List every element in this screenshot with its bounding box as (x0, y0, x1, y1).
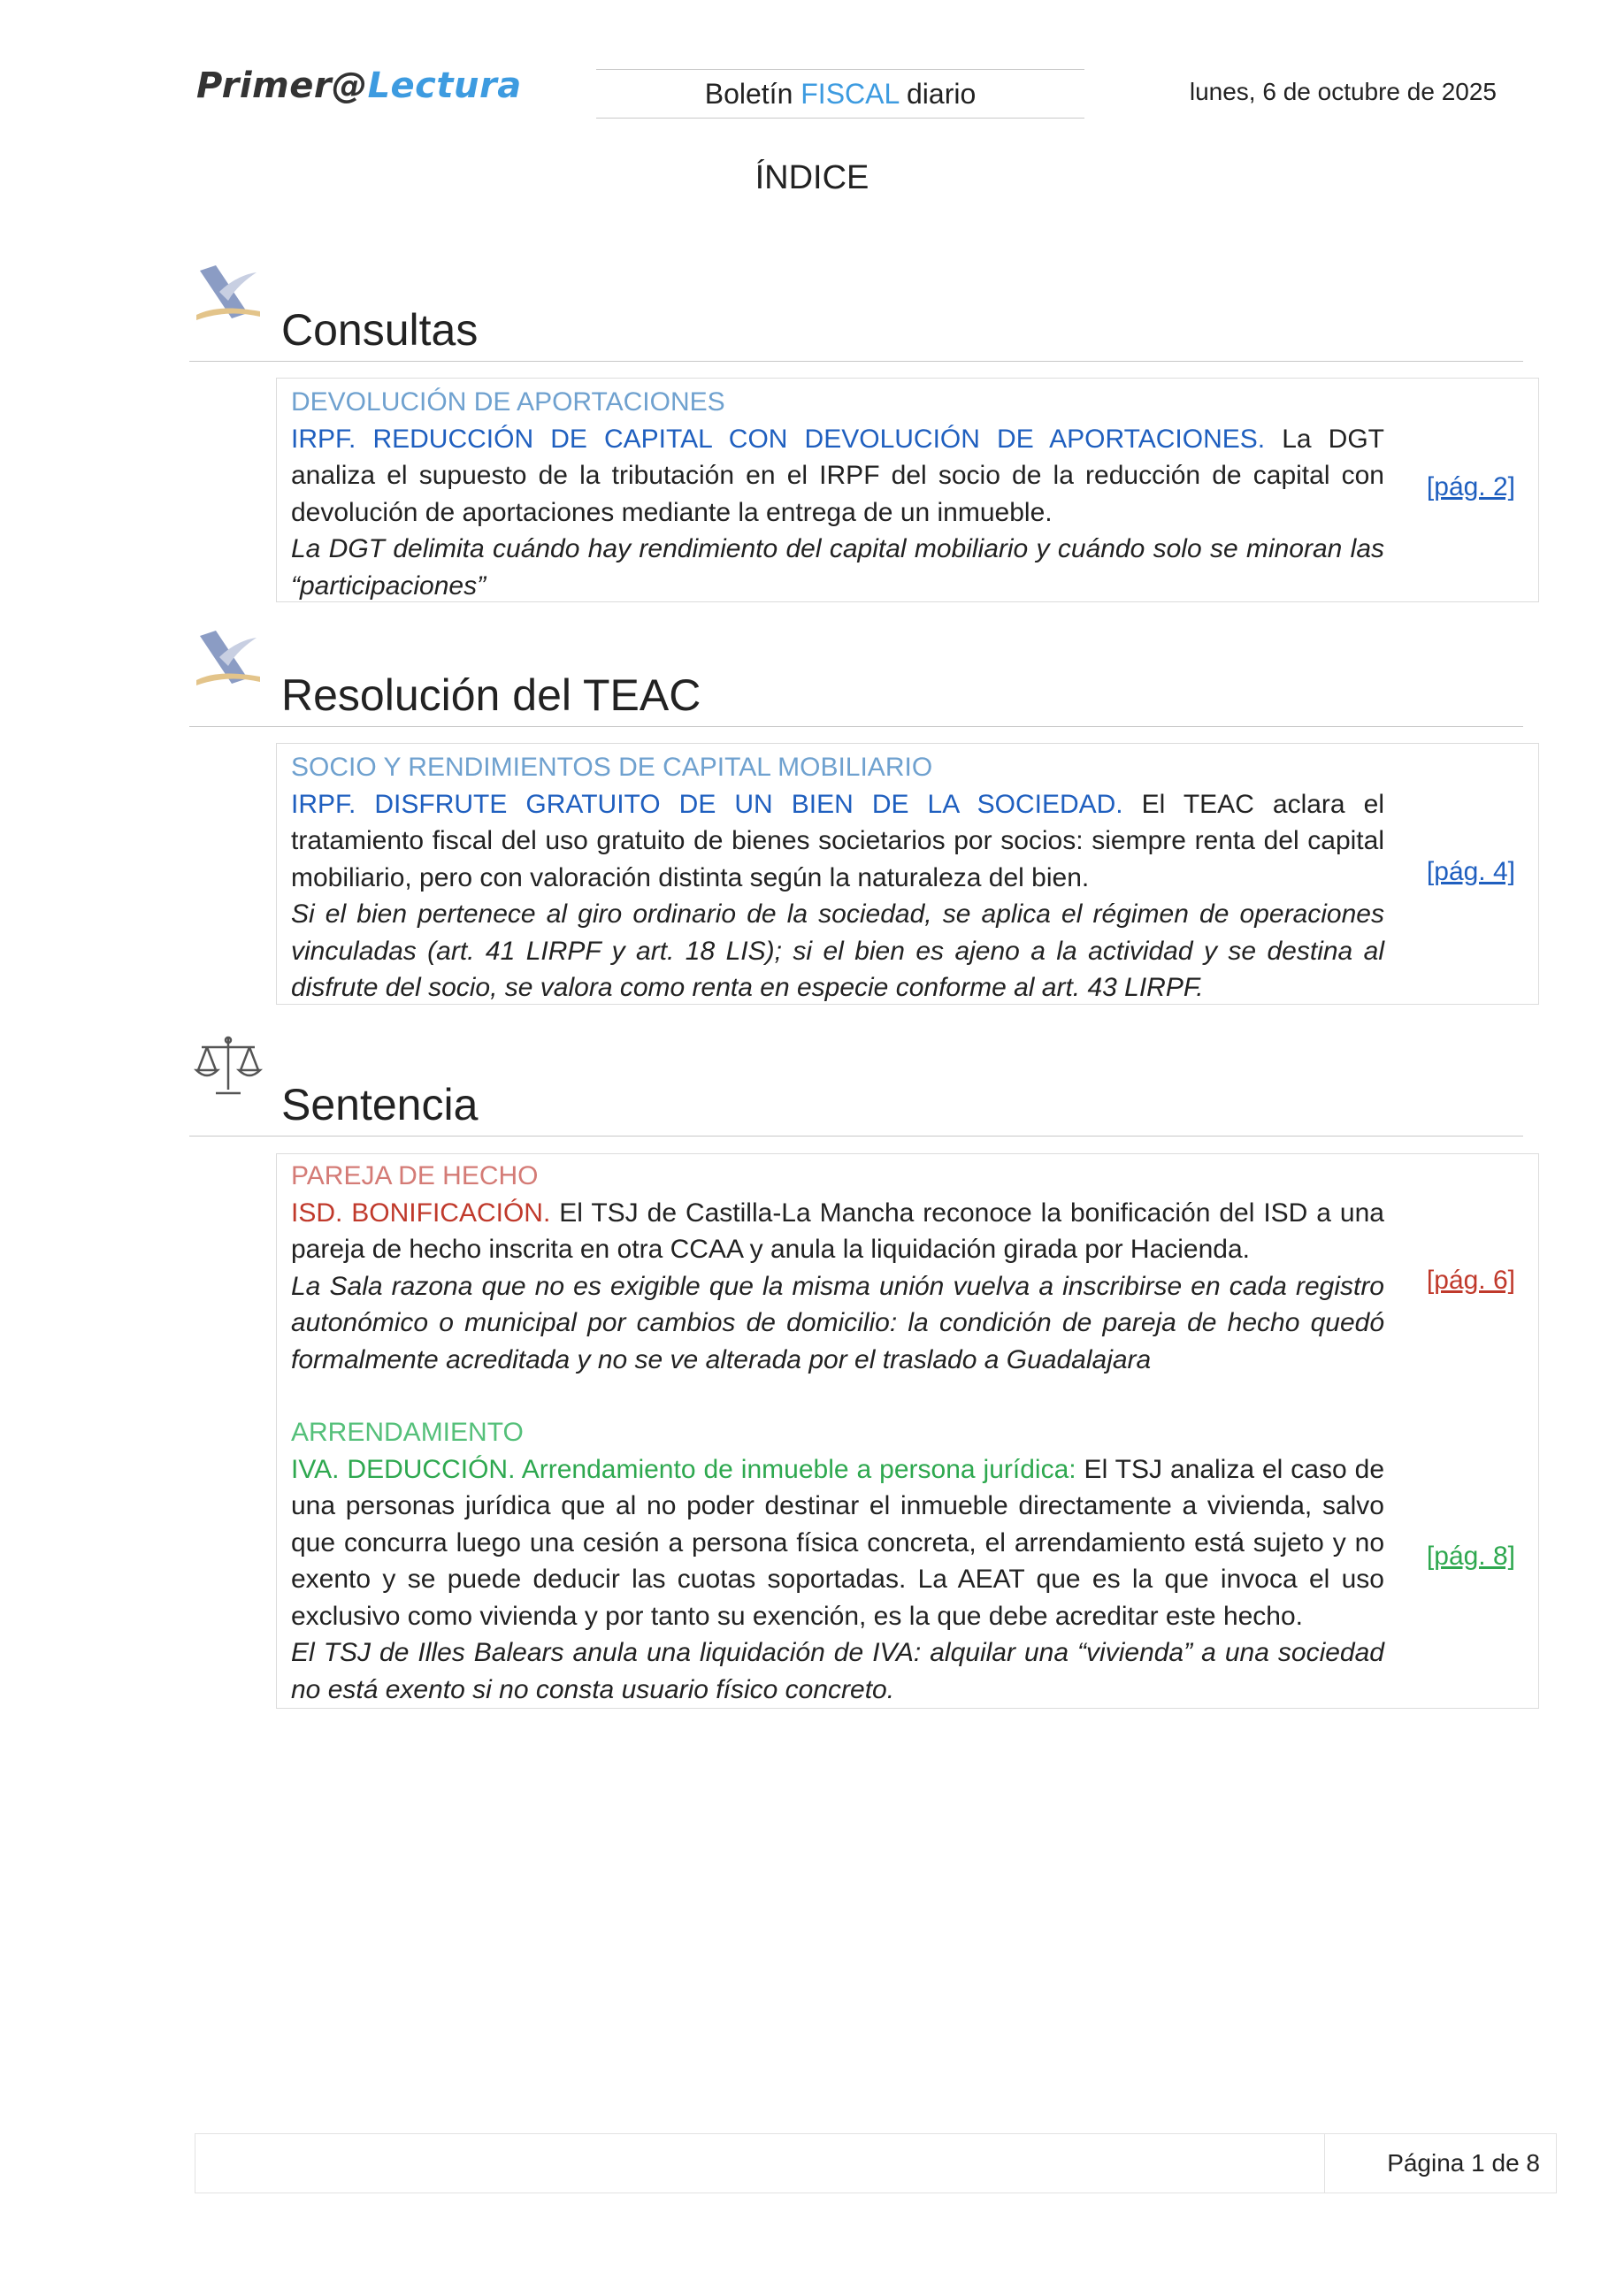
section-title: Consultas (281, 305, 479, 355)
entry-note: Si el bien pertenece al giro ordinario de la sociedad, se aplica el régimen de operaciones vinculadas (art. 41 LIRPF y art. 18 LIS); si el bien es ajeno a la actividad y se destina al disfrute del socio, se valora como renta en especie conforme al art. 43 LIRPF. (291, 899, 1384, 1002)
section-title: Sentencia (281, 1080, 479, 1129)
entry-text (291, 1414, 1384, 1708)
entry-category: SOCIO Y RENDIMIENTOS DE CAPITAL MOBILIARIO (291, 753, 933, 782)
logo-part-2: Lectura (367, 65, 522, 106)
scales-icon (193, 1031, 264, 1102)
entry-text (291, 749, 1384, 1006)
aeat-logo-icon (193, 622, 264, 693)
entry-lead: IRPF. REDUCCIÓN DE CAPITAL CON DEVOLUCIÓN DE APORTACIONES. (291, 424, 1266, 454)
bulletin-title (596, 69, 1084, 119)
page-link[interactable]: [pág. 8] (1426, 1542, 1515, 1571)
footer-divider (1324, 2134, 1325, 2193)
section-header-consultas (189, 256, 1523, 362)
entry-lead: ISD. BONIFICACIÓN. (291, 1198, 551, 1228)
entry-lead: IRPF. DISFRUTE GRATUITO DE UN BIEN DE LA SOCIEDAD. (291, 789, 1123, 819)
aeat-logo-icon (193, 256, 264, 327)
entry-box-teac (276, 743, 1539, 1005)
entry-body: El TSJ de Castilla-La Mancha reconoce la bonificación del ISD a una pareja de hecho inscrita en otra CCAA y anula la liquidación girada por Hacienda. (291, 1198, 1384, 1264)
bulletin-date: lunes, 6 de octubre de 2025 (1189, 78, 1497, 105)
bulletin-prefix: Boletín (704, 78, 801, 110)
page-link[interactable]: [pág. 2] (1426, 472, 1515, 501)
entry-lead: IVA. DEDUCCIÓN. Arrendamiento de inmueble a persona jurídica: (291, 1454, 1076, 1484)
entry-body: El TEAC aclara el tratamiento fiscal del uso gratuito de bienes societarios por socios: siempre renta del capital mobiliario, pero con valoración distinta según la naturaleza del bien. (291, 789, 1384, 892)
entry-note: El TSJ de Illes Balears anula una liquidación de IVA: alquilar una “vivienda” a una sociedad no está exento si no consta usuario físico concreto. (291, 1638, 1384, 1704)
entry-box-consultas (276, 378, 1539, 602)
section-header-teac (189, 622, 1523, 727)
page-number: Página 1 de 8 (1387, 2149, 1540, 2177)
entry-box-sentencia (276, 1153, 1539, 1709)
page-link[interactable]: [pág. 4] (1426, 857, 1515, 886)
index-title: ÍNDICE (755, 159, 869, 196)
entry-text (291, 1158, 1384, 1378)
bulletin-highlight: FISCAL (801, 78, 900, 110)
entry-category: PAREJA DE HECHO (291, 1161, 539, 1190)
entry-note: La Sala razona que no es exigible que la misma unión vuelva a inscribirse en cada registro autonómico o municipal por cambios de domicilio: la condición de pareja de hecho quedó formalmente acreditada y no se ve alterada por el traslado a Guadalajara (291, 1271, 1384, 1374)
section-title: Resolución del TEAC (281, 670, 701, 720)
entry-body: El TSJ analiza el caso de una personas jurídica que al no poder destinar el inmueble directamente a vivienda, salvo que concurra luego una cesión a persona física concreta, el arrendamiento está sujeto y no exento y se puede deducir las cuotas soportadas. La AEAT que es la que invoca el uso exclusivo como vivienda y por tanto su exención, es la que debe acreditar este hecho. (291, 1454, 1384, 1631)
section-header-sentencia (189, 1031, 1523, 1137)
bulletin-suffix: diario (899, 78, 977, 110)
entry-body: La DGT analiza el supuesto de la tributación en el IRPF del socio de la reducción de capital con devolución de aportaciones mediante la entrega de un inmueble. (291, 424, 1384, 527)
entry-category: DEVOLUCIÓN DE APORTACIONES (291, 387, 725, 417)
entry-category: ARRENDAMIENTO (291, 1418, 524, 1447)
page-footer (195, 2133, 1557, 2193)
logo-part-1: Primer@ (196, 65, 368, 106)
page-link[interactable]: [pág. 6] (1426, 1266, 1515, 1295)
brand-logo (196, 65, 522, 106)
entry-text (291, 384, 1384, 604)
entry-note: La DGT delimita cuándo hay rendimiento del capital mobiliario y cuándo solo se minoran las “participaciones” (291, 534, 1384, 601)
